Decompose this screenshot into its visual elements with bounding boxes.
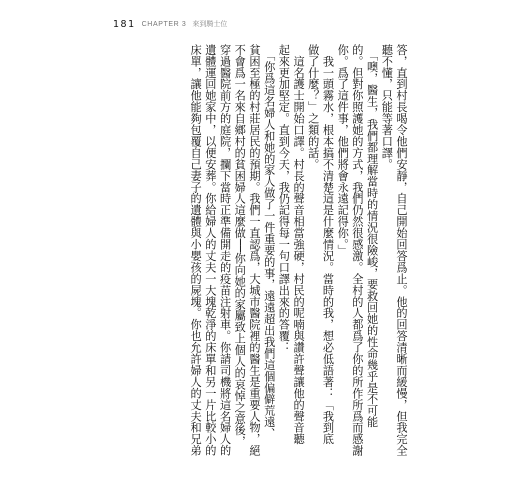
text-column: 起來更加堅定。直到今天，我仍記得每一句口譯出來的答覆： xyxy=(277,44,291,354)
text-column: 這名護士開始口譯。村長的聲音相當強硬，村民的呢喃與讚許聲讓他的聲音聽 xyxy=(292,44,306,445)
text-column: 床單，讓他能夠包覆自己妻子的遺體與小嬰孩的屍塊。你也允許婦人的丈夫和兄弟 xyxy=(189,44,203,457)
text-column: 答，直到村長喝令他們安靜，自己開始回答爲止。他的回答清晰而緩慢，但我完全 xyxy=(395,44,408,457)
text-column: 聽不懂，只能等著口譯。 xyxy=(380,44,394,170)
text-column: 我一頭霧水，根本搞不清楚這是什麼情況。當時的我，想必低語著：「我到底 xyxy=(321,44,335,445)
text-column: 貧困至極的村莊居民的預期。我們一直認爲，大城市醫院裡的醫生是重要人物，絕 xyxy=(247,44,261,457)
text-column: 的。但對你照護她的方式，我們仍然很感激。全村的人都爲了你的所作所爲而感謝 xyxy=(350,44,364,457)
text-column: 不會爲一名來自鄉村的貧困婦人這麼做──你向她的家屬致上個人的哀悼之意後， xyxy=(233,44,247,448)
text-column: 「噢，醫生，我們都理解當時的情況很險峻，要救回她的性命幾乎是不可能 xyxy=(365,44,379,428)
body-text xyxy=(112,44,408,461)
text-column: 你。爲了這件事，他們將會永遠記得你。」 xyxy=(336,44,350,256)
running-header xyxy=(113,17,227,31)
chapter-title: 來到騎士位 xyxy=(192,20,228,28)
text-column: 穿過醫院前方的庭院，攔下當時正準備開走的疫苗注射車。你請司機將這名婦人的 xyxy=(218,44,232,457)
page-number: 181 xyxy=(113,18,136,30)
text-column: 做了什麼？」之類的話。 xyxy=(306,44,320,170)
chapter-label: CHAPTER 3 xyxy=(141,20,187,28)
text-column: 遺體運回她家中，以便安葬。你給婦人的丈夫一大塊乾淨的床單和另一片比較小的 xyxy=(203,44,217,457)
text-column: 「你爲這名婦人和她的家人做了一件重要的事，遠遠超出我們這個偏僻荒遠、 xyxy=(262,44,276,440)
